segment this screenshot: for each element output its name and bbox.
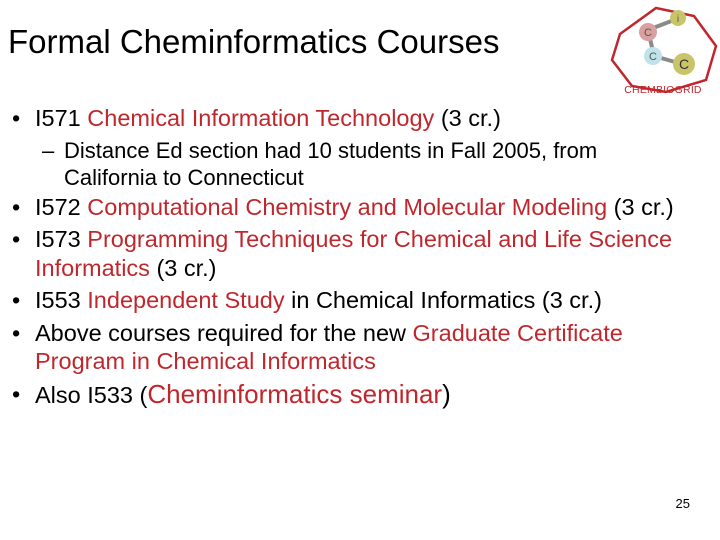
bullet-list [12,104,712,409]
course-title: Independent Study [87,287,285,313]
bullet-icon: • [12,193,21,220]
bullet-item [12,193,712,222]
bullet-icon: • [12,380,21,407]
bullet-text-end: ) [442,378,451,409]
bullet-item [12,225,712,282]
bullet-item [12,104,712,133]
course-title: Chemical Information Technology [87,105,435,131]
course-credits: (3 cr.) [440,105,501,131]
sub-bullet-text: Distance Ed section had 10 students in Fall 2005, from California to Connecticut [64,137,598,190]
bullet-item [12,319,712,376]
course-code: I571 [35,105,81,131]
bullet-icon: • [12,319,21,346]
logo-text: CHEMBIOGRID [624,84,702,96]
bullet-item [12,380,712,410]
logo-letter-i: i [676,14,680,25]
course-title: Computational Chemistry and Molecular Modeling [87,193,608,220]
course-title: Programming Techniques for Chemical and Life Science Informatics [35,226,673,281]
course-credits: (3 cr.) [613,193,674,220]
course-code: I573 [35,226,81,252]
seminar-title: Cheminformatics seminar [147,378,443,409]
program-title: Graduate Certificate Program in Chemical Informatics [35,319,623,374]
slide-title: Formal Cheminformatics Courses [8,23,500,60]
bullet-text: Above courses required for the new [35,319,406,346]
course-code: I572 [35,193,81,220]
course-rest: in Chemical Informatics (3 cr.) [291,287,602,313]
sub-bullet-item [12,137,712,191]
bullet-icon: • [12,105,21,131]
dash-icon: – [42,137,55,163]
bullet-icon: • [12,287,21,313]
page-number: 25 [675,496,690,511]
course-credits: (3 cr.) [156,254,217,281]
bullet-icon: • [12,226,21,252]
bullet-text: Also I533 ( [35,381,148,408]
logo-letter-c2: C [649,51,657,63]
bullet-item [12,286,712,315]
course-code: I553 [35,287,81,313]
logo-letter-c3: C [678,56,690,72]
logo-letter-c1: C [644,27,652,39]
